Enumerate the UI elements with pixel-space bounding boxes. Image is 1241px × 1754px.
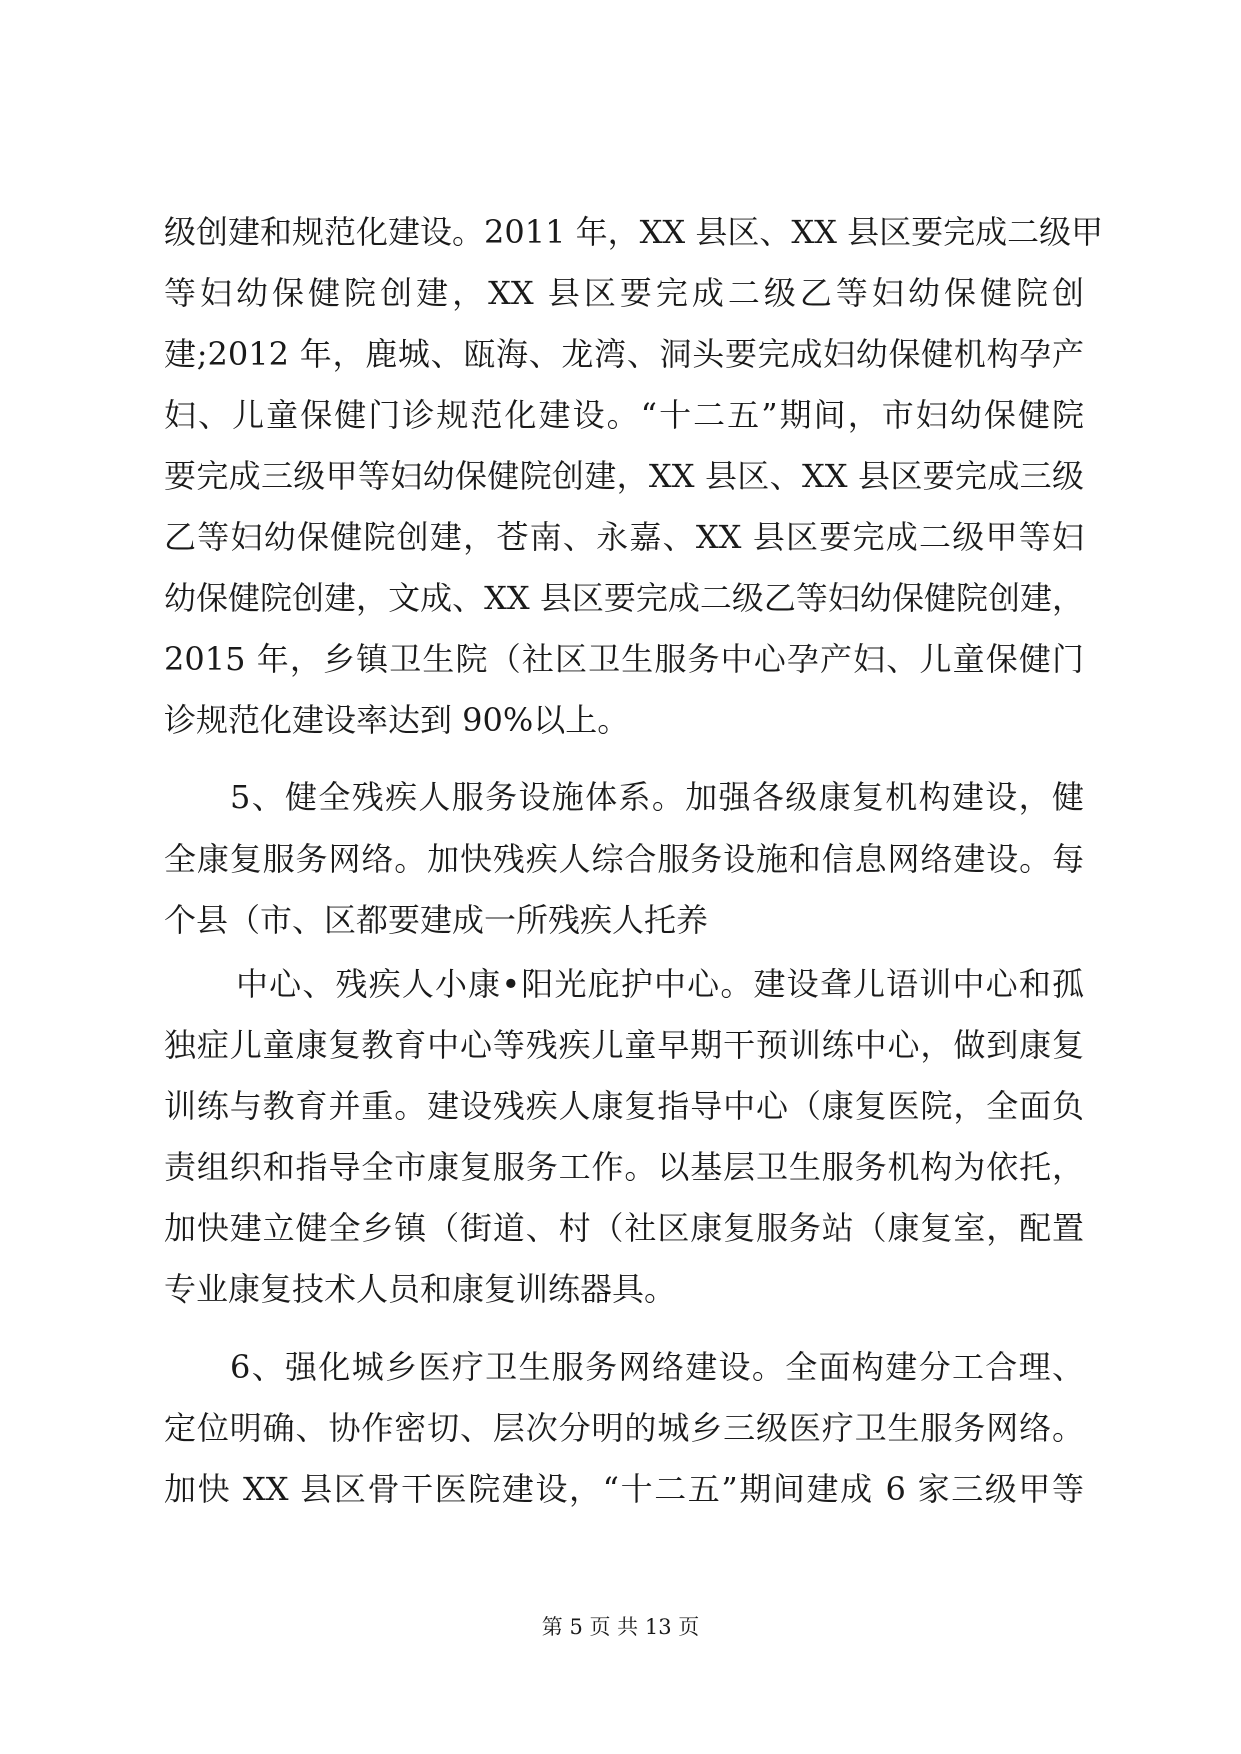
body-line: 幼保健院创建，文成、XX 县区要完成二级乙等妇幼保健院创建， bbox=[164, 579, 1084, 617]
body-line: 独症儿童康复教育中心等残疾儿童早期干预训练中心，做到康复 bbox=[164, 1026, 1084, 1064]
body-line: 加快 XX 县区骨干医院建设，“十二五”期间建成 6 家三级甲等 bbox=[164, 1470, 1084, 1508]
body-line: 专业康复技术人员和康复训练器具。 bbox=[164, 1270, 677, 1308]
paragraph-5-first-line: 5、健全残疾人服务设施体系。加强各级康复机构建设，健 bbox=[230, 778, 1084, 816]
body-line: 训练与教育并重。建设残疾人康复指导中心（康复医院，全面负 bbox=[164, 1087, 1084, 1125]
body-line: 全康复服务网络。加快残疾人综合服务设施和信息网络建设。每 bbox=[164, 840, 1084, 878]
paragraph-6-first-line: 6、强化城乡医疗卫生服务网络建设。全面构建分工合理、 bbox=[230, 1348, 1084, 1386]
body-line: 责组织和指导全市康复服务工作。以基层卫生服务机构为依托， bbox=[164, 1148, 1084, 1186]
body-line: 要完成三级甲等妇幼保健院创建，XX 县区、XX 县区要完成三级 bbox=[164, 457, 1084, 495]
body-line: 定位明确、协作密切、层次分明的城乡三级医疗卫生服务网络。 bbox=[164, 1409, 1084, 1447]
page-number-footer: 第 5 页 共 13 页 bbox=[541, 1615, 700, 1639]
body-line: 2015 年，乡镇卫生院（社区卫生服务中心孕产妇、儿童保健门 bbox=[164, 640, 1084, 678]
body-line: 妇、儿童保健门诊规范化建设。“十二五”期间，市妇幼保健院 bbox=[164, 396, 1084, 434]
body-line: 中心、残疾人小康•阳光庇护中心。建设聋儿语训中心和孤 bbox=[236, 965, 1084, 1003]
body-line: 乙等妇幼保健院创建，苍南、永嘉、XX 县区要完成二级甲等妇 bbox=[164, 518, 1084, 556]
body-line: 加快建立健全乡镇（街道、村（社区康复服务站（康复室，配置 bbox=[164, 1209, 1084, 1247]
body-line: 级创建和规范化建设。2011 年，XX 县区、XX 县区要完成二级甲 bbox=[164, 213, 1104, 251]
body-line: 等妇幼保健院创建，XX 县区要完成二级乙等妇幼保健院创 bbox=[164, 274, 1084, 312]
body-line: 个县（市、区都要建成一所残疾人托养 bbox=[164, 901, 709, 939]
body-line: 建;2012 年，鹿城、瓯海、龙湾、洞头要完成妇幼保健机构孕产 bbox=[164, 335, 1084, 373]
body-line: 诊规范化建设率达到 90%以上。 bbox=[164, 701, 630, 739]
